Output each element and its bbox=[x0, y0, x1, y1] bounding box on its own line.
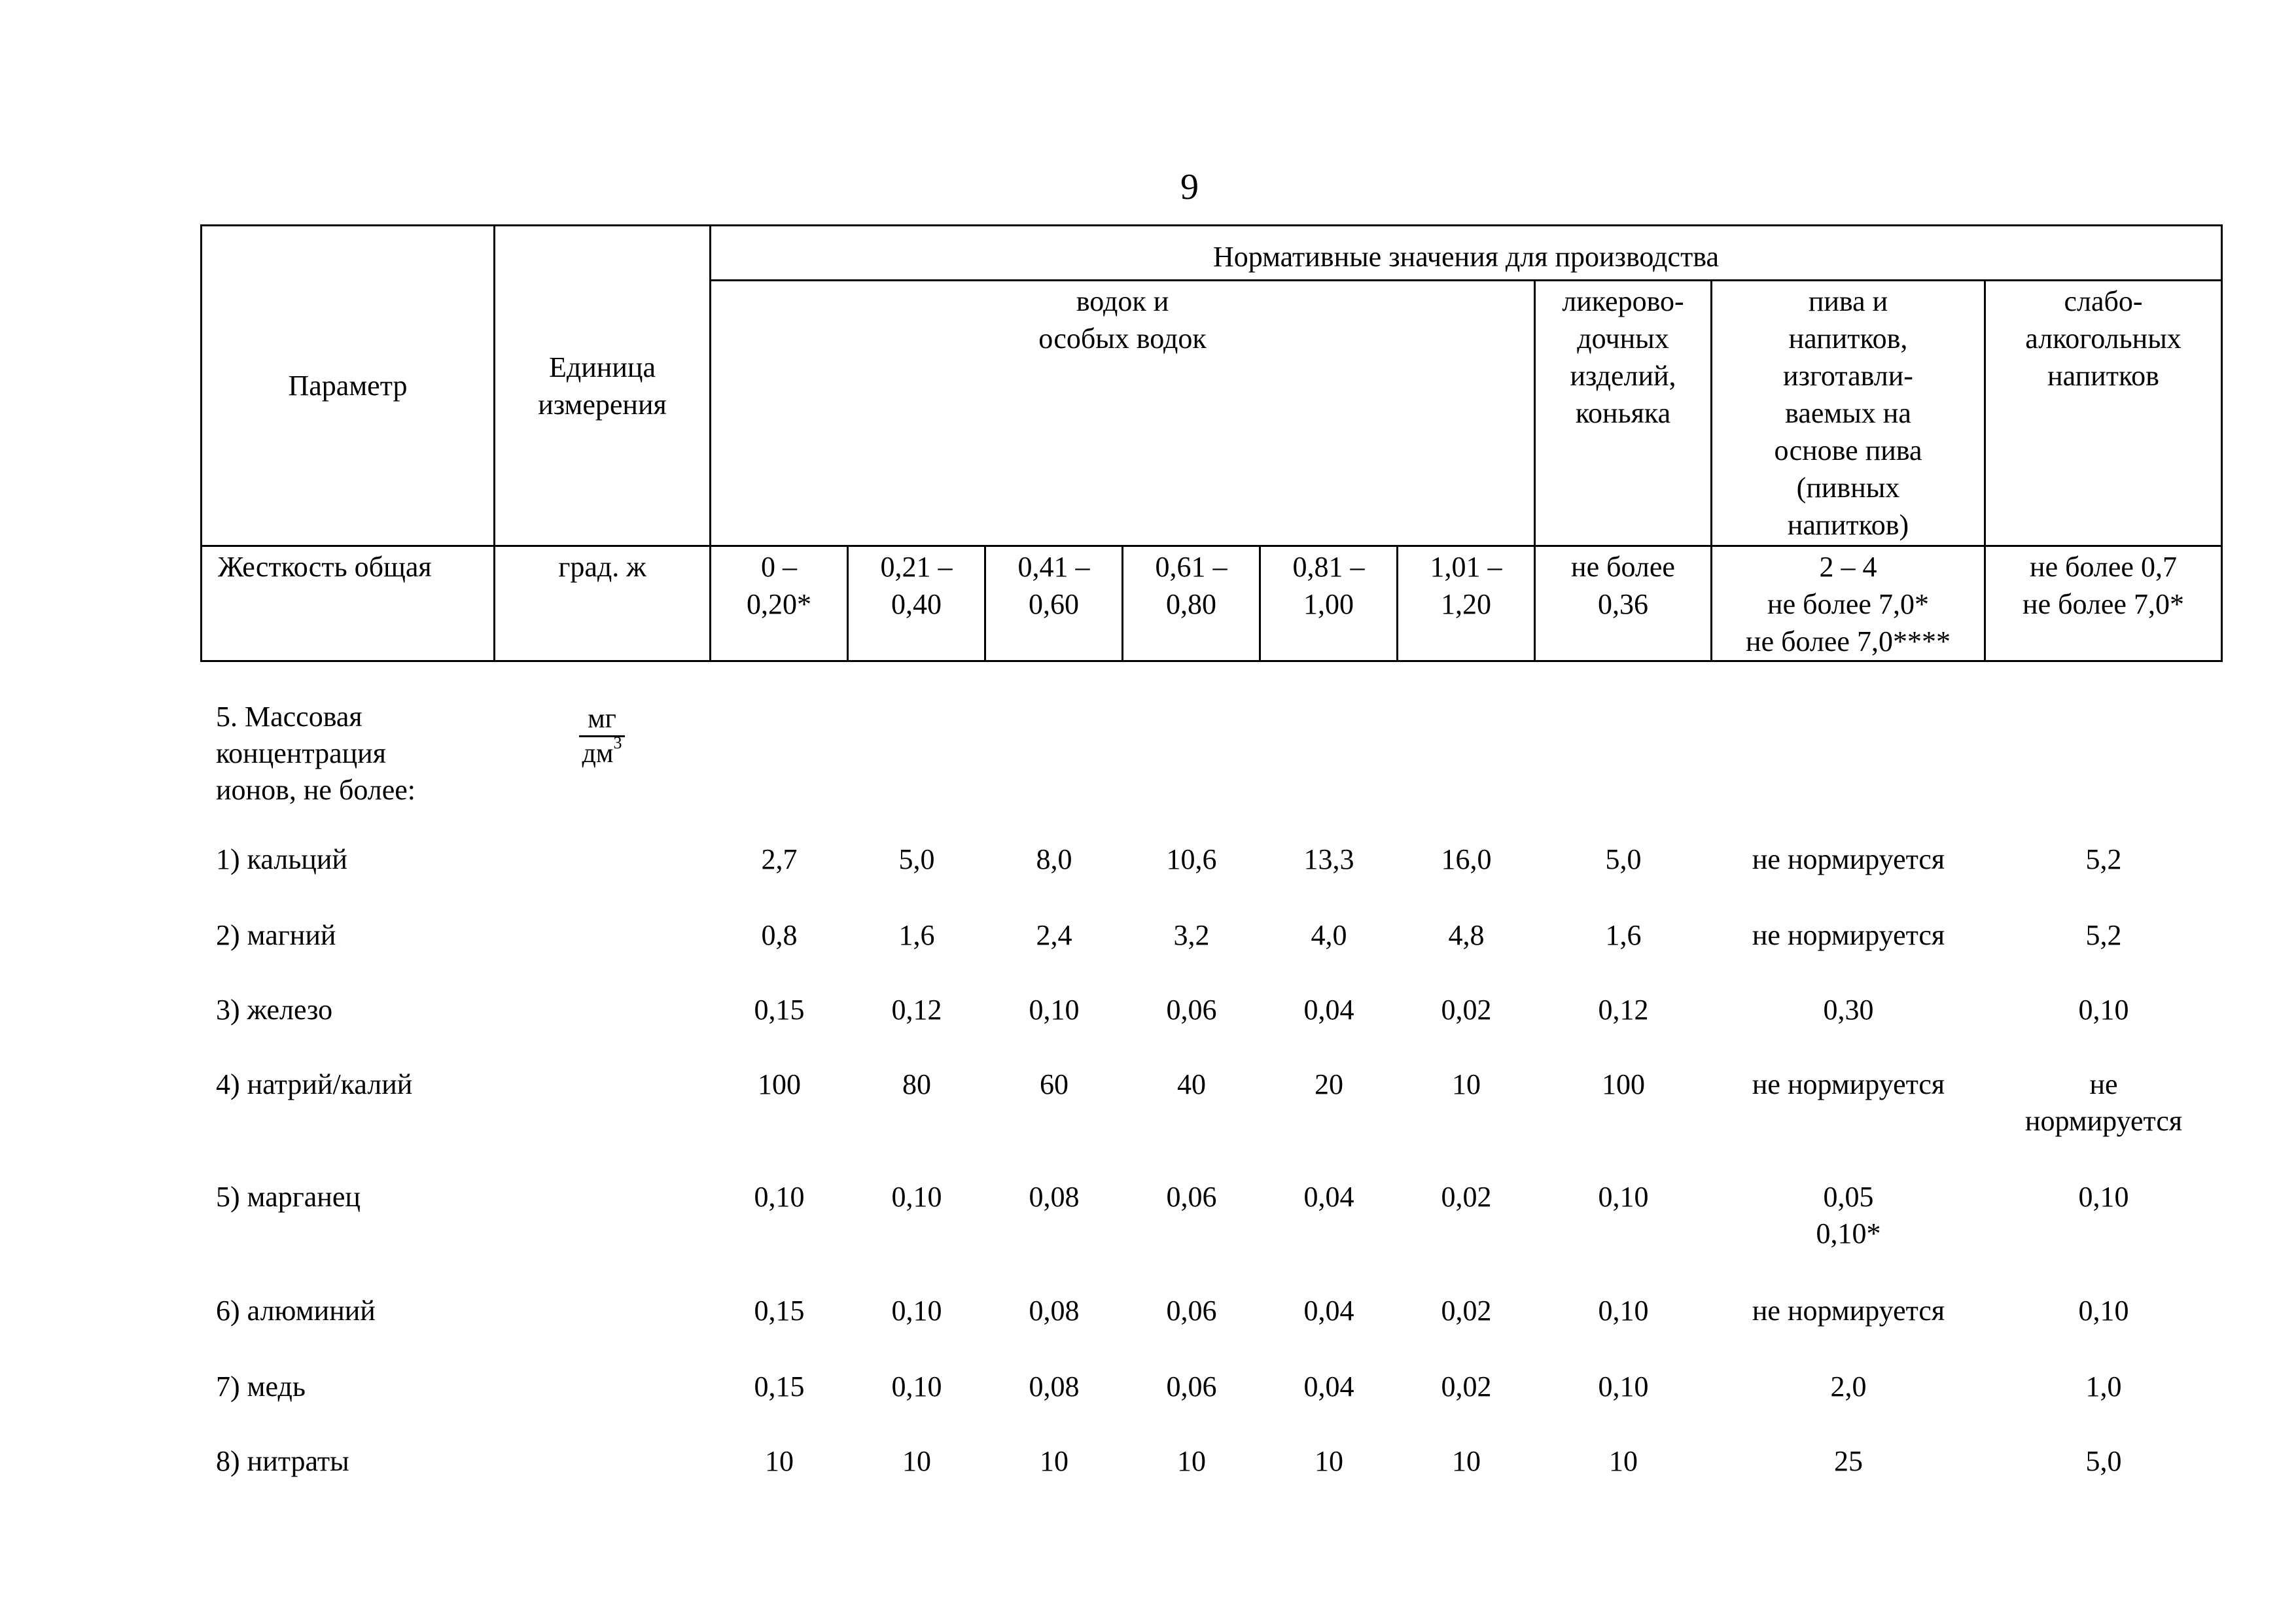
ion-value: не нормируется bbox=[1752, 1295, 1945, 1327]
ion-value: 100 bbox=[758, 1068, 801, 1100]
ion-value: 0,10 bbox=[891, 1295, 942, 1327]
ion-value: 10 bbox=[1452, 1445, 1481, 1477]
group-low-alcohol: слабо- алкогольных напитков bbox=[1985, 281, 2222, 546]
header-param: Параметр bbox=[202, 226, 495, 546]
ion-value: 0,10 bbox=[2078, 1295, 2129, 1327]
ion-value: 0,06 bbox=[1166, 1295, 1217, 1327]
ion-value: 0,15 bbox=[754, 1295, 805, 1327]
ion-value: 8,0 bbox=[1036, 843, 1072, 875]
ion-value: 1,6 bbox=[1605, 919, 1642, 951]
ion-label: 3) железо bbox=[216, 994, 333, 1026]
ion-value: 0,02 bbox=[1441, 1181, 1492, 1213]
group-beer: пива и напитков, изготавли- ваемых на основе пива (пивных напитков) bbox=[1712, 281, 1985, 546]
ion-value: 5,2 bbox=[2085, 919, 2122, 951]
ion-value: 0,30 bbox=[1823, 994, 1874, 1026]
ion-value: не нормируется bbox=[2024, 1068, 2183, 1137]
ion-value: 0,08 bbox=[1029, 1181, 1080, 1213]
ion-label: 2) магний bbox=[216, 919, 336, 951]
hardness-range: 0,81 – 1,00 bbox=[1260, 546, 1398, 661]
ion-value: 0,02 bbox=[1441, 1295, 1492, 1327]
ion-value: 0,06 bbox=[1166, 1370, 1217, 1403]
ion-value: 0,10 bbox=[754, 1181, 805, 1213]
ion-value: 4,0 bbox=[1311, 919, 1347, 951]
hardness-range: 0,21 – 0,40 bbox=[848, 546, 985, 661]
ion-value: 5,0 bbox=[1605, 843, 1642, 875]
ion-value: 0,04 bbox=[1303, 994, 1354, 1026]
ion-value: 0,10 bbox=[1598, 1370, 1649, 1403]
ion-label: 1) кальций bbox=[216, 843, 347, 875]
ion-value: 10 bbox=[1177, 1445, 1206, 1477]
ion-value: не нормируется bbox=[1752, 843, 1945, 875]
hardness-unit: град. ж bbox=[495, 546, 711, 661]
ion-value: 5,0 bbox=[898, 843, 935, 875]
ion-value: 2,7 bbox=[761, 843, 798, 875]
ion-label: 4) натрий/калий bbox=[216, 1068, 413, 1100]
ion-value: 0,04 bbox=[1303, 1295, 1354, 1327]
ion-value: 0,12 bbox=[891, 994, 942, 1026]
ion-value: 0,15 bbox=[754, 994, 805, 1026]
ion-value: 80 bbox=[902, 1068, 931, 1100]
ion-label: 5) марганец bbox=[216, 1181, 361, 1213]
hardness-range: 1,01 – 1,20 bbox=[1398, 546, 1535, 661]
ion-value: 0,08 bbox=[1029, 1295, 1080, 1327]
ion-value: 10 bbox=[1315, 1445, 1343, 1477]
ion-label: 7) медь bbox=[216, 1370, 306, 1403]
ion-value: 0,10 bbox=[2078, 1181, 2129, 1213]
ion-value: 0,06 bbox=[1166, 1181, 1217, 1213]
ion-value: 3,2 bbox=[1173, 919, 1210, 951]
group-vodka: водок и особых водок bbox=[711, 281, 1535, 546]
ion-value: 60 bbox=[1040, 1068, 1069, 1100]
ion-value: 5,0 bbox=[2085, 1445, 2122, 1477]
ion-value: 0,02 bbox=[1441, 1370, 1492, 1403]
section-5-unit bbox=[563, 703, 641, 770]
ion-value: 5,2 bbox=[2085, 843, 2122, 875]
ion-label: 6) алюминий bbox=[216, 1295, 376, 1327]
ion-value: не нормируется bbox=[1752, 1068, 1945, 1100]
hardness-low-alcohol: не более 0,7 не более 7,0* bbox=[1985, 546, 2222, 661]
ion-value: 1,6 bbox=[898, 919, 935, 951]
section-5-title: 5. Массовая концентрация ионов, не более: bbox=[216, 701, 415, 806]
unit-denominator: $дм^3$ bbox=[582, 733, 622, 769]
ion-value: 0,10 bbox=[891, 1370, 942, 1403]
ion-value: 100 bbox=[1602, 1068, 1645, 1100]
header-unit: Единица измерения bbox=[495, 226, 711, 546]
ion-value: 25 bbox=[1834, 1445, 1863, 1477]
ion-label: 8) нитраты bbox=[216, 1445, 349, 1477]
ion-value: 40 bbox=[1177, 1068, 1206, 1100]
ion-value: 0,15 bbox=[754, 1370, 805, 1403]
norms-table bbox=[200, 224, 2223, 662]
ion-value: 0,04 bbox=[1303, 1370, 1354, 1403]
ion-value: 0,08 bbox=[1029, 1370, 1080, 1403]
hardness-label: Жесткость общая bbox=[202, 546, 495, 661]
ion-value: 10 bbox=[1452, 1068, 1481, 1100]
ion-value: 2,0 bbox=[1830, 1370, 1867, 1403]
ion-value: 0,02 bbox=[1441, 994, 1492, 1026]
ion-value: 0,12 bbox=[1598, 994, 1649, 1026]
ion-value: 10 bbox=[765, 1445, 794, 1477]
ion-value: 0,10 bbox=[1029, 994, 1080, 1026]
ion-value: 0,10 bbox=[1598, 1295, 1649, 1327]
ion-value: 0,10 bbox=[1598, 1181, 1649, 1213]
ion-value: 20 bbox=[1315, 1068, 1343, 1100]
ion-value: 2,4 bbox=[1036, 919, 1072, 951]
hardness-range: 0,61 – 0,80 bbox=[1123, 546, 1260, 661]
ion-value: 10 bbox=[1040, 1445, 1069, 1477]
group-liqueur: ликерово- дочных изделий, коньяка bbox=[1535, 281, 1712, 546]
ion-value: 10 bbox=[902, 1445, 931, 1477]
ion-value: 0,06 bbox=[1166, 994, 1217, 1026]
hardness-beer: 2 – 4 не более 7,0* не более 7,0**** bbox=[1712, 546, 1985, 661]
hardness-range: 0 – 0,20* bbox=[711, 546, 848, 661]
ion-value: 4,8 bbox=[1448, 919, 1485, 951]
ion-value: 16,0 bbox=[1441, 843, 1492, 875]
ion-value: 0,04 bbox=[1303, 1181, 1354, 1213]
ion-value: не нормируется bbox=[1752, 919, 1945, 951]
ion-value: 0,10 bbox=[891, 1181, 942, 1213]
hardness-range: 0,41 – 0,60 bbox=[985, 546, 1123, 661]
ion-value: 10 bbox=[1609, 1445, 1638, 1477]
hardness-liqueur: не более 0,36 bbox=[1535, 546, 1712, 661]
unit-numerator: мг bbox=[579, 703, 625, 737]
ion-value: 10,6 bbox=[1166, 843, 1217, 875]
hardness-row bbox=[202, 546, 2222, 661]
ion-value: 0,05 0,10* bbox=[1816, 1181, 1881, 1249]
ion-value: 13,3 bbox=[1303, 843, 1354, 875]
page-number: 9 bbox=[1180, 167, 1199, 207]
ion-value: 0,10 bbox=[2078, 994, 2129, 1026]
ion-value: 0,8 bbox=[761, 919, 798, 951]
ion-value: 1,0 bbox=[2085, 1370, 2122, 1403]
header-norm-title: Нормативные значения для производства bbox=[711, 226, 2222, 281]
